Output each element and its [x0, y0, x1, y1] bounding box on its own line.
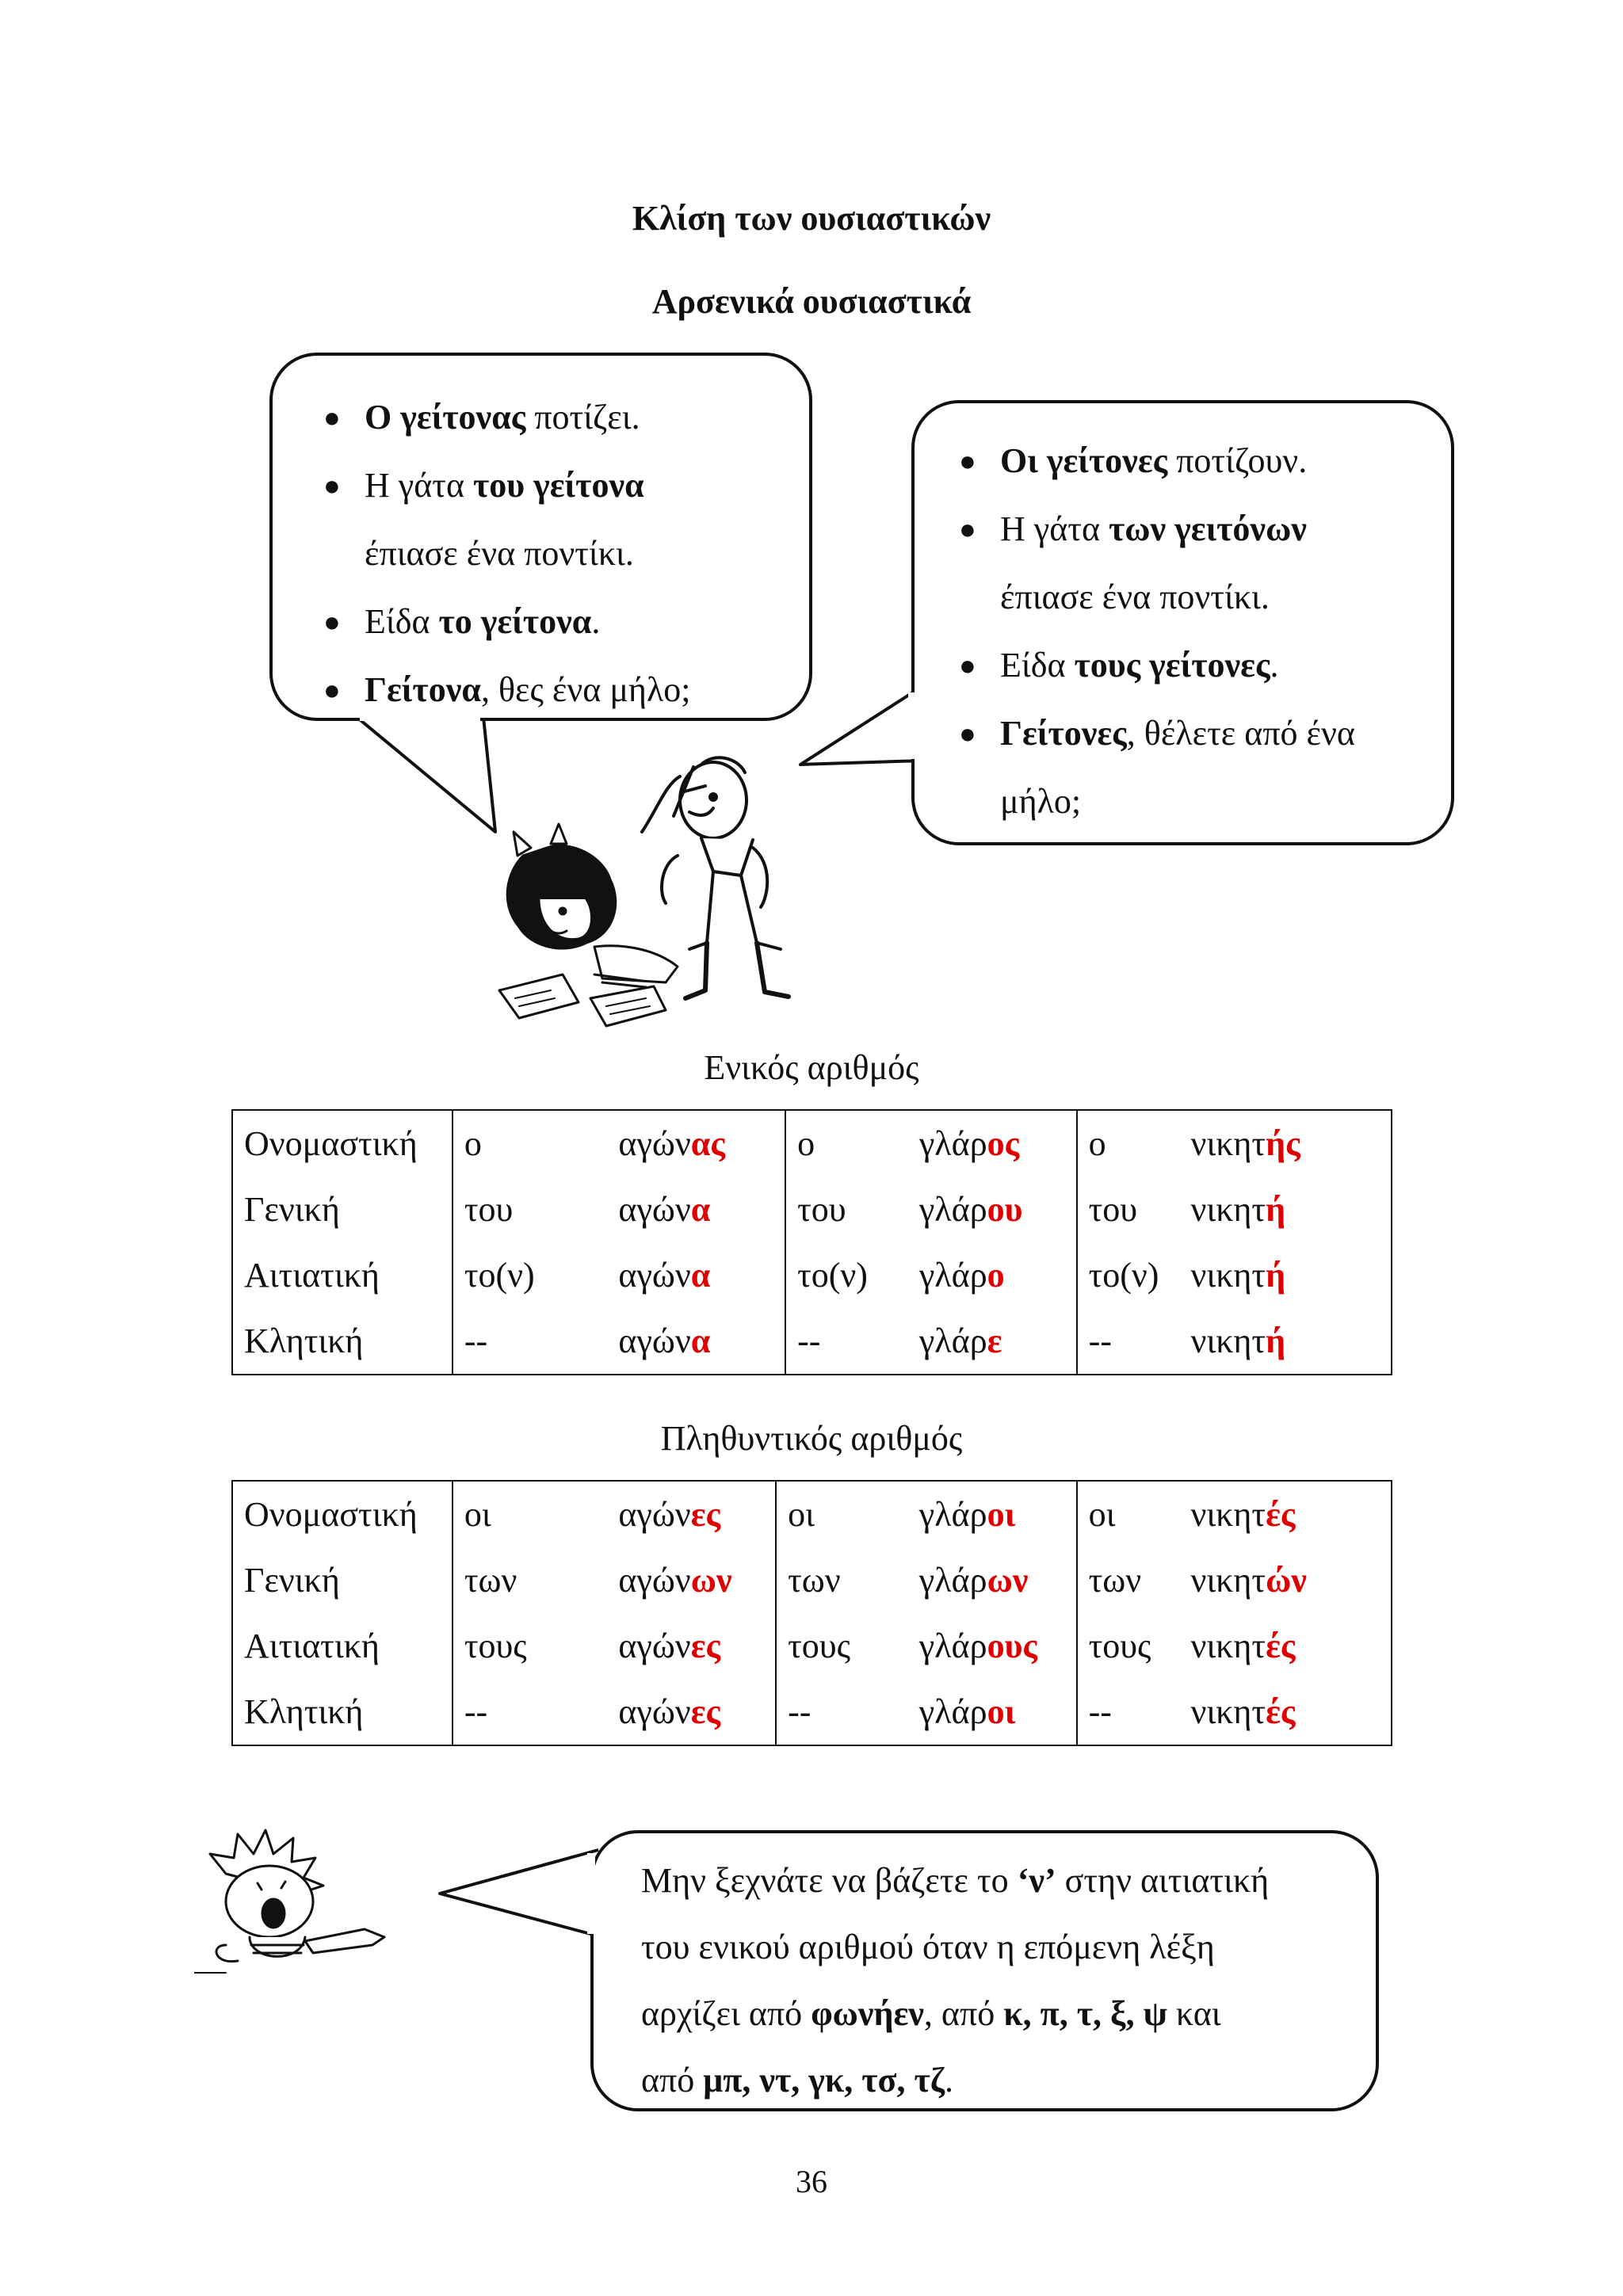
noun-cell — [1179, 1481, 1392, 1547]
noun-cell — [607, 1242, 785, 1308]
noun-cell — [1179, 1110, 1392, 1177]
case-name-cell: Κλητική — [232, 1308, 453, 1375]
noun-cell — [1179, 1613, 1392, 1679]
noun-stem: νικητ — [1190, 1495, 1266, 1534]
noun-ending: οι — [987, 1495, 1016, 1534]
table-row — [232, 1613, 1392, 1679]
article-cell: -- — [1077, 1679, 1180, 1745]
noun-ending: α — [690, 1322, 711, 1360]
singular-caption: Ενικός αριθμός — [704, 1048, 919, 1087]
table-row — [232, 1547, 1392, 1613]
list-item: ● Ο γείτονας ποτίζει. — [323, 398, 640, 437]
plural-caption: Πληθυντικός αριθμός — [660, 1419, 963, 1458]
note-line-3: αρχίζει από φωνήεν, από κ, π, τ, ξ, ψ και — [641, 1994, 1221, 2033]
table-row — [232, 1177, 1392, 1242]
bubble-plural-list — [954, 427, 1451, 836]
article-cell: των — [453, 1547, 608, 1613]
article-cell: το(ν) — [785, 1242, 908, 1308]
noun-stem: αγών — [618, 1256, 691, 1295]
noun-cell — [607, 1679, 776, 1745]
article-cell: οι — [453, 1481, 608, 1547]
page-number: 36 — [796, 2164, 827, 2199]
page-subtitle: Αρσενικά ουσιαστικά — [651, 282, 972, 321]
article-cell: το(ν) — [453, 1242, 608, 1308]
noun-stem: γλάρ — [918, 1627, 987, 1665]
bubble-singular — [269, 353, 812, 721]
noun-cell — [607, 1613, 776, 1679]
noun-ending: ων — [690, 1561, 732, 1600]
noun-ending: ές — [1266, 1692, 1296, 1731]
case-name-cell: Κλητική — [232, 1679, 453, 1745]
noun-ending: ή — [1266, 1256, 1286, 1295]
noun-cell — [607, 1177, 785, 1242]
noun-stem: νικητ — [1190, 1256, 1266, 1295]
table-row — [232, 1481, 1392, 1547]
noun-stem: γλάρ — [918, 1495, 987, 1534]
noun-cell — [908, 1547, 1077, 1613]
noun-stem: νικητ — [1190, 1322, 1266, 1360]
noun-stem: αγών — [618, 1190, 691, 1229]
noun-stem: νικητ — [1190, 1627, 1266, 1665]
noun-ending: α — [690, 1190, 711, 1229]
list-item: ● Η γάτα του γείτονα έπιασε ένα ποντίκι. — [323, 466, 644, 573]
note-bubble — [590, 1830, 1379, 2111]
table-row — [232, 1679, 1392, 1745]
article-cell: οι — [776, 1481, 908, 1547]
article-cell: -- — [785, 1308, 908, 1375]
noun-stem: αγών — [618, 1561, 691, 1600]
plural-declension-table — [231, 1480, 1392, 1746]
noun-ending: ών — [1266, 1561, 1307, 1600]
noun-ending: ο — [987, 1256, 1005, 1295]
list-item: ● Οι γείτονες ποτίζουν. — [959, 441, 1308, 480]
noun-stem: αγών — [618, 1627, 691, 1665]
noun-cell — [1179, 1177, 1392, 1242]
cartoon-girl-and-man-illustration — [475, 745, 824, 1038]
noun-cell — [908, 1679, 1077, 1745]
case-name-cell: Γενική — [232, 1547, 453, 1613]
article-cell: -- — [776, 1679, 908, 1745]
noun-ending: ας — [690, 1124, 725, 1163]
noun-stem: γλάρ — [918, 1124, 987, 1163]
noun-cell — [908, 1613, 1077, 1679]
noun-stem: γλάρ — [918, 1561, 987, 1600]
article-cell: τους — [1077, 1613, 1180, 1679]
noun-cell — [607, 1481, 776, 1547]
noun-ending: ή — [1266, 1322, 1286, 1360]
case-name-cell: Ονομαστική — [232, 1481, 453, 1547]
article-cell: οι — [1077, 1481, 1180, 1547]
noun-cell — [908, 1242, 1077, 1308]
cartoon-boy-pointing-illustration — [194, 1826, 424, 1985]
article-cell: τους — [776, 1613, 908, 1679]
table-row — [232, 1110, 1392, 1177]
noun-cell — [607, 1547, 776, 1613]
case-name-cell: Αιτιατική — [232, 1613, 453, 1679]
article-cell: ο — [453, 1110, 608, 1177]
noun-stem: νικητ — [1190, 1124, 1266, 1163]
bubble-singular-list — [319, 383, 809, 724]
noun-stem: γλάρ — [918, 1692, 987, 1731]
article-cell: των — [1077, 1547, 1180, 1613]
noun-stem: αγών — [618, 1124, 691, 1163]
noun-ending: ές — [1266, 1495, 1296, 1534]
table-row — [232, 1242, 1392, 1308]
noun-cell — [607, 1110, 785, 1177]
noun-ending: α — [690, 1256, 711, 1295]
noun-cell — [908, 1308, 1077, 1375]
noun-ending: ου — [987, 1190, 1023, 1229]
article-cell: -- — [453, 1679, 608, 1745]
list-item: ● Είδα τους γείτονες. — [959, 646, 1279, 685]
noun-ending: ους — [987, 1627, 1037, 1665]
page-title: Κλίση των ουσιαστικών — [632, 199, 991, 238]
noun-cell — [908, 1177, 1077, 1242]
noun-cell — [607, 1308, 785, 1375]
article-cell: του — [785, 1177, 908, 1242]
noun-stem: γλάρ — [918, 1190, 987, 1229]
noun-ending: ος — [987, 1124, 1020, 1163]
noun-stem: γλάρ — [918, 1256, 987, 1295]
noun-ending: ές — [1266, 1627, 1296, 1665]
noun-ending: ής — [1266, 1124, 1300, 1163]
noun-stem: νικητ — [1190, 1190, 1266, 1229]
list-item: ● Είδα το γείτονα. — [323, 602, 601, 641]
noun-ending: ες — [690, 1495, 721, 1534]
noun-cell — [908, 1481, 1077, 1547]
noun-stem: νικητ — [1190, 1561, 1266, 1600]
list-item: ● Γείτονα, θες ένα μήλο; — [323, 670, 691, 709]
noun-ending: οι — [987, 1692, 1016, 1731]
article-cell: -- — [1077, 1308, 1180, 1375]
article-cell: τους — [453, 1613, 608, 1679]
noun-ending: ες — [690, 1627, 721, 1665]
list-item: ● Γείτονες, θέλετε από ένα μήλο; — [959, 714, 1355, 821]
article-cell: -- — [453, 1308, 608, 1375]
article-cell: ο — [785, 1110, 908, 1177]
noun-cell — [1179, 1547, 1392, 1613]
article-cell: το(ν) — [1077, 1242, 1180, 1308]
noun-ending: ες — [690, 1692, 721, 1731]
noun-ending: ε — [987, 1322, 1002, 1360]
article-cell: του — [453, 1177, 608, 1242]
article-cell: ο — [1077, 1110, 1180, 1177]
singular-declension-table — [231, 1109, 1392, 1375]
article-cell: του — [1077, 1177, 1180, 1242]
case-name-cell: Γενική — [232, 1177, 453, 1242]
case-name-cell: Αιτιατική — [232, 1242, 453, 1308]
noun-stem: νικητ — [1190, 1692, 1266, 1731]
noun-cell — [1179, 1242, 1392, 1308]
noun-stem: γλάρ — [918, 1322, 987, 1360]
noun-stem: αγών — [618, 1322, 691, 1360]
noun-ending: ων — [987, 1561, 1029, 1600]
noun-stem: αγών — [618, 1495, 691, 1534]
noun-cell — [908, 1110, 1077, 1177]
noun-cell — [1179, 1308, 1392, 1375]
list-item: ● Η γάτα των γειτόνων έπιασε ένα ποντίκι. — [959, 509, 1307, 616]
bubble-plural — [911, 400, 1454, 845]
table-row — [232, 1308, 1392, 1375]
noun-stem: αγών — [618, 1692, 691, 1731]
noun-cell — [1179, 1679, 1392, 1745]
case-name-cell: Ονομαστική — [232, 1110, 453, 1177]
note-line-2: του ενικού αριθμού όταν η επόμενη λέξη — [641, 1928, 1215, 1966]
note-line-4: από μπ, ντ, γκ, τσ, τζ. — [641, 2061, 953, 2100]
article-cell: των — [776, 1547, 908, 1613]
noun-ending: ή — [1266, 1190, 1286, 1229]
note-line-1: Μην ξεχνάτε να βάζετε το ‘ν’ στην αιτιατική — [641, 1861, 1270, 1900]
